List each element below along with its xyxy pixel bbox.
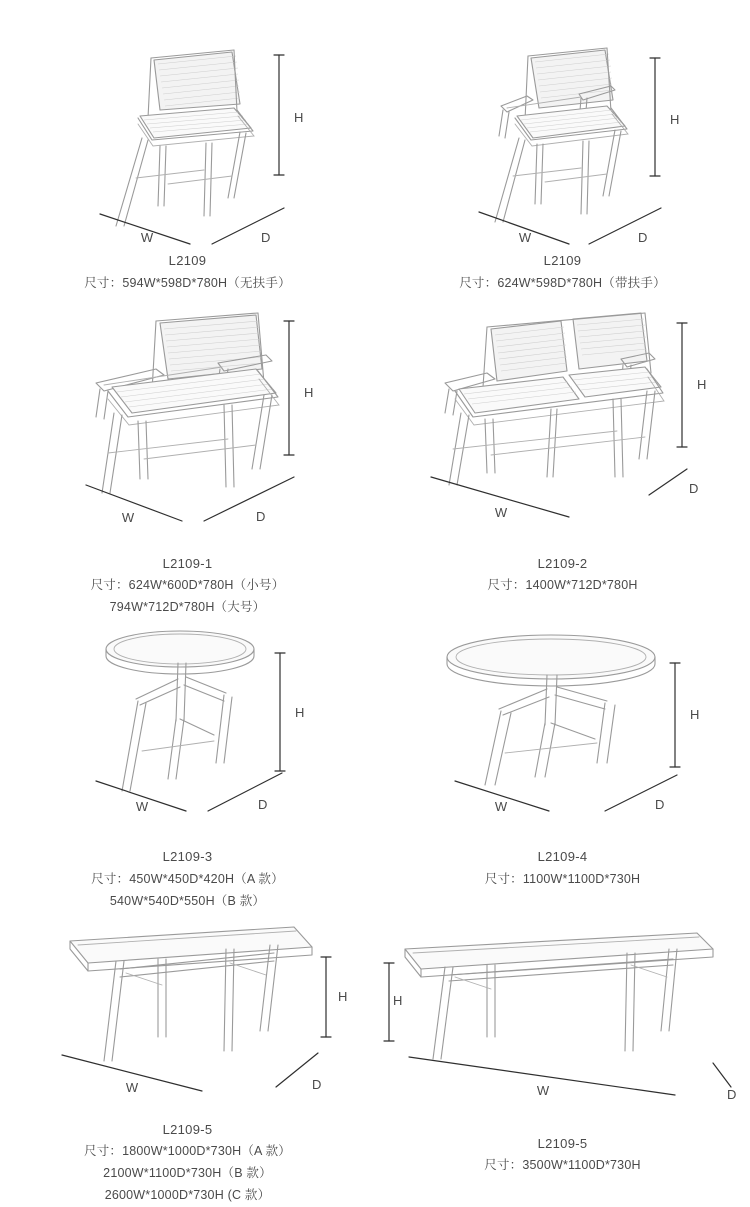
product-cell-l2109-no-arms [0, 0, 375, 295]
product-code: L2109-4 [537, 849, 588, 865]
dimension-line: 尺寸：450W*450D*420H（A 款） [91, 871, 284, 886]
product-cell-l2109-2 [375, 313, 750, 620]
product-dimensions [484, 1155, 640, 1177]
dim-label-h: H [669, 112, 679, 127]
product-dimensions [487, 575, 637, 597]
figure-lounge-chair [8, 313, 368, 553]
dim-label-d: D [688, 480, 698, 496]
dim-label-w: W [135, 799, 148, 815]
dim-label-h: H [392, 992, 402, 1008]
dim-label-h: H [689, 707, 699, 723]
dimension-line: 尺寸：1400W*712D*780H [487, 578, 638, 593]
caption-block [91, 553, 285, 620]
dimension-line: 2100W*1100D*730H（B 款） [103, 1166, 272, 1181]
product-cell-l2109-with-arms [375, 0, 750, 295]
product-cell-l2109-5-long [375, 919, 750, 1207]
caption-block [487, 553, 637, 598]
figure-long-dining-table [383, 919, 743, 1119]
dim-label-w: W [494, 799, 507, 815]
dimension-line: 尺寸：1100W*1100D*730H [484, 871, 641, 886]
dim-label-w: W [140, 230, 153, 245]
product-dimensions [459, 273, 666, 295]
product-code: L2109-5 [537, 1135, 588, 1151]
dim-label-d: D [726, 1086, 736, 1102]
dim-label-w: W [494, 504, 507, 520]
dimension-line: 尺寸：1800W*1000D*730H（A 款） [84, 1144, 291, 1159]
product-cell-l2109-4 [375, 631, 750, 913]
figure-two-seat-sofa [383, 313, 743, 553]
product-row-4 [0, 919, 750, 1207]
figure-small-round-table [8, 631, 368, 846]
dim-label-d: D [260, 230, 270, 245]
dim-label-h: H [293, 110, 303, 125]
product-code: L2109-5 [162, 1121, 213, 1137]
product-dimensions [84, 273, 291, 295]
product-row-1 [0, 0, 750, 295]
dim-label-h: H [294, 705, 304, 721]
caption-block [485, 846, 641, 891]
figure-rectangular-dining-table [8, 919, 368, 1119]
dim-label-h: H [337, 988, 347, 1004]
dim-label-d: D [637, 230, 647, 245]
dimension-line: 794W*712D*780H（大号） [109, 600, 266, 615]
dim-label-w: W [125, 1079, 138, 1095]
product-dimensions [91, 869, 284, 913]
figure-side-chair-with-arms [383, 0, 743, 250]
caption-block [459, 250, 666, 295]
product-dimensions [91, 575, 285, 619]
caption-block [84, 250, 291, 295]
caption-block [484, 1133, 640, 1178]
dim-label-h: H [696, 376, 706, 392]
product-dimensions [84, 1141, 291, 1207]
caption-block [84, 1119, 291, 1207]
dimension-line: 尺寸：3500W*1100D*730H [484, 1158, 641, 1173]
product-code: L2109-3 [162, 849, 213, 865]
product-code: L2109 [168, 253, 207, 268]
product-code: L2109-1 [162, 555, 213, 571]
figure-side-chair-no-arms [8, 0, 368, 250]
product-row-2 [0, 313, 750, 620]
dim-label-w: W [518, 230, 531, 245]
dim-label-d: D [255, 508, 265, 524]
dimension-line: 540W*540D*550H（B 款） [109, 893, 266, 908]
dimension-line: 尺寸：594W*598D*780H（无扶手） [84, 275, 291, 290]
dimension-line: 尺寸：624W*600D*780H（小号） [90, 578, 285, 593]
dim-label-w: W [121, 509, 134, 525]
product-code: L2109 [543, 253, 582, 268]
dim-label-d: D [257, 797, 267, 813]
product-cell-l2109-5-rect [0, 919, 375, 1207]
product-row-3 [0, 631, 750, 913]
product-dimensions [485, 869, 641, 891]
caption-block [91, 846, 284, 913]
product-code: L2109-2 [537, 555, 588, 571]
figure-large-round-table [383, 631, 743, 846]
dim-label-w: W [536, 1082, 549, 1098]
product-cell-l2109-3 [0, 631, 375, 913]
dim-label-d: D [654, 797, 664, 813]
dim-label-d: D [311, 1076, 321, 1092]
dim-label-h: H [303, 384, 313, 400]
dimension-line: 2600W*1000D*730H (C 款） [104, 1188, 271, 1203]
dimension-line: 尺寸：624W*598D*780H（带扶手） [459, 275, 666, 290]
product-cell-l2109-1 [0, 313, 375, 620]
